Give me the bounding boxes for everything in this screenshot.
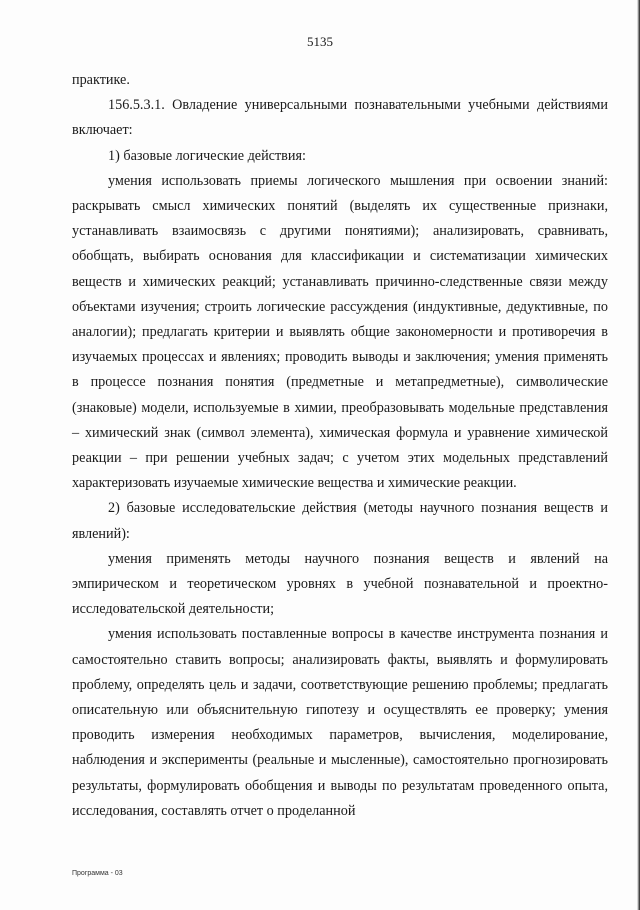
paragraph-section-heading: 156.5.3.1. Овладение универсальными познавательными учебными действиями включает: (72, 97, 608, 139)
paragraph-logical-actions-body: умения использовать приемы логического мышления при освоении знаний: раскрывать смысл химических понятий (выделять их существенные признаки, устанавливать взаимосвязь с другими понятиями); анализировать, сравнивать, обобщать, выбирать основания для классификации и систематизации химических веществ и химических реакций; устанавливать причинно-следственные связи между объектами изучения; строить логические рассуждения (индуктивные, дедуктивные, по аналогии); предлагать критерии и выявлять общие закономерности и противоречия в изучаемых процессах и явлениях; проводить выводы и заключения; умения применять в процессе познания понятия (предметные и метапредметные), символические (знаковые) модели, используемые в химии, преобразовывать модельные представления – химический знак (символ элемента), химическая формула и уравнение химической реакции – при решении учебных задач; с учетом этих модельных представлений характеризовать изучаемые химические вещества и химические реакции. (72, 172, 608, 492)
document-body (72, 68, 608, 824)
paragraph-research-questions: умения использовать поставленные вопросы в качестве инструмента познания и самостоятельно ставить вопросы; анализировать факты, выявлять и формулировать проблему, определять цель и задачи, соответствующие решению проблемы; предлагать описательную или объяснительную гипотезу и осуществлять ее проверку; умения проводить измерения необходимых параметров, вычисления, моделирование, наблюдения и эксперименты (реальные и мысленные), самостоятельно прогнозировать результаты, формулировать обобщения и выводы по результатам проведенного опыта, исследования, составлять отчет о проделанной (72, 626, 608, 819)
paragraph-logical-actions-title: 1) базовые логические действия: (108, 147, 306, 164)
paragraph-continuation: практике. (72, 72, 130, 88)
paragraph-research-methods: умения применять методы научного познания веществ и явлений на эмпирическом и теоретическом уровнях в учебной познавательной и проектно-исследовательской деятельности; (72, 550, 608, 618)
page-footer: Программа - 03 (72, 870, 123, 877)
page-number: 5135 (307, 34, 333, 49)
paragraph-research-actions-title: 2) базовые исследовательские действия (методы научного познания веществ и явлений): (72, 500, 608, 542)
